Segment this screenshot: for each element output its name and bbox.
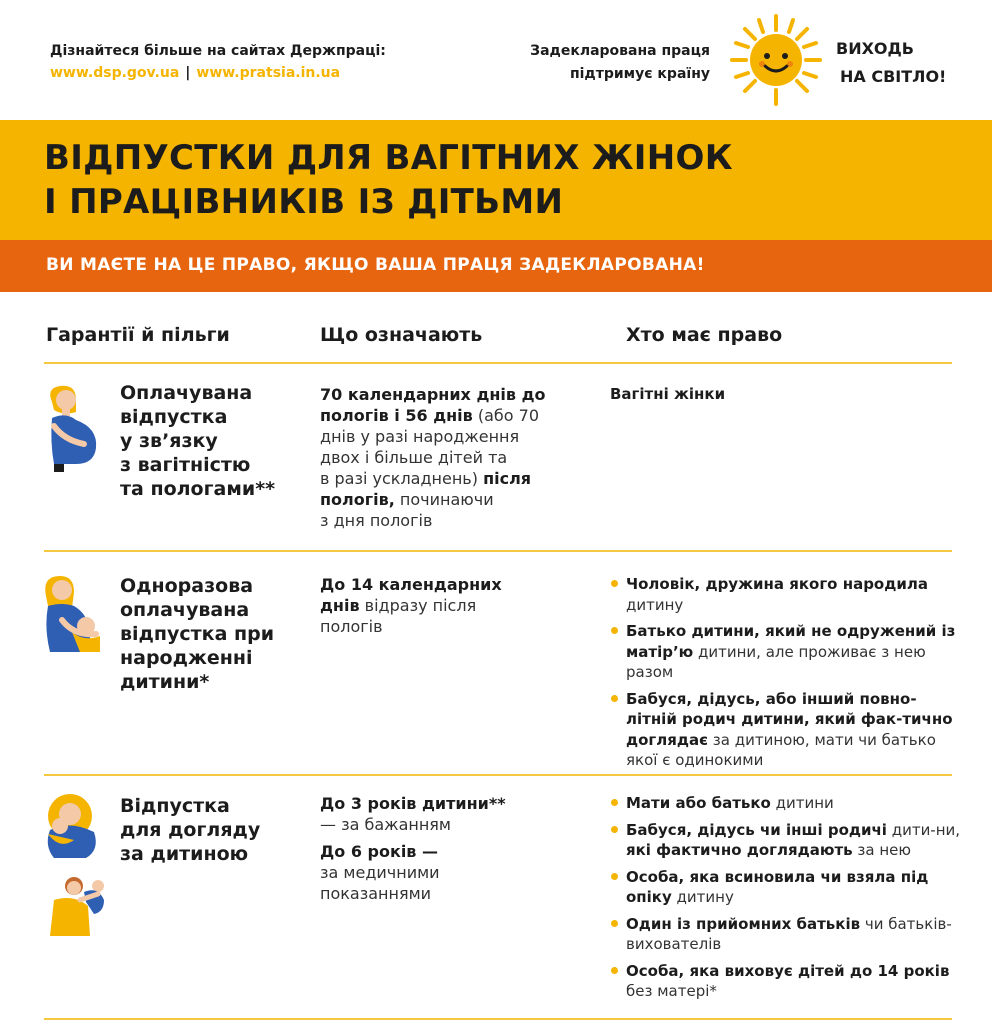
- meaning-text: з дня пологів: [320, 511, 433, 530]
- brand-line-1: ВИХОДЬ: [836, 39, 914, 58]
- guarantee-line: відпустка при: [120, 623, 275, 645]
- meaning-text: пологів: [320, 617, 383, 636]
- eligible-text: Чоловік, дружина якого народила: [626, 575, 928, 593]
- mother-with-baby-icon: [40, 572, 106, 654]
- divider: [44, 550, 952, 552]
- meaning-childcare-leave: [320, 793, 506, 910]
- divider: [44, 774, 952, 776]
- meaning-text: До 6 років —: [320, 842, 438, 861]
- meaning-text: До 14 календарних: [320, 575, 502, 594]
- divider: [44, 362, 952, 364]
- list-item: [610, 961, 962, 1002]
- eligible-text: дитину: [671, 888, 734, 906]
- divider: [44, 1018, 952, 1020]
- eligible-birth-leave: [610, 574, 960, 777]
- eligible-text: Особа, яка виховує дітей до 14 років: [626, 961, 950, 980]
- guarantee-maternity-leave: [120, 381, 275, 501]
- eligible-text: які фактично доглядають: [626, 841, 853, 859]
- link-separator: |: [185, 65, 191, 81]
- meaning-text: в разі ускладнень): [320, 469, 484, 488]
- meaning-birth-leave: [320, 574, 502, 637]
- meaning-text: за медичними: [320, 863, 440, 882]
- guarantee-line: для догляду: [120, 819, 261, 841]
- column-header-guarantees: Гарантії й пільги: [46, 324, 230, 346]
- slogan-line-2: підтримує країну: [569, 66, 710, 82]
- parent-child-icon: [40, 790, 110, 940]
- meaning-text: починаючи: [394, 490, 494, 509]
- eligible-text: Мати або батько: [626, 794, 771, 812]
- title-line-2: І ПРАЦІВНИКІВ ІЗ ДІТЬМИ: [44, 182, 564, 222]
- guarantee-line: Відпустка: [120, 795, 230, 817]
- guarantee-line: дитини*: [120, 671, 210, 693]
- title-line-1: ВІДПУСТКИ ДЛЯ ВАГІТНИХ ЖІНОК: [44, 138, 733, 178]
- meaning-text: пологів,: [320, 490, 395, 509]
- eligible-maternity-leave: [610, 384, 725, 405]
- meaning-text: — за бажанням: [320, 815, 451, 834]
- link-pratsia[interactable]: www.pratsia.in.ua: [196, 65, 341, 81]
- guarantee-line: та пологами**: [120, 478, 276, 500]
- guarantee-line: за дитиною: [120, 843, 249, 865]
- guarantee-line: у зв’язку: [120, 430, 218, 452]
- eligible-text: дити-ни,: [886, 820, 961, 839]
- title-band: [0, 120, 992, 240]
- meaning-text: пологів і 56 днів: [320, 406, 473, 425]
- guarantee-birth-leave: [120, 574, 274, 694]
- eligible-childcare-leave: [610, 793, 962, 1008]
- sun-mascot-icon: [728, 12, 824, 108]
- column-header-meaning: Що означають: [320, 324, 483, 346]
- eligible-text: дитини, але проживає з нею разом: [626, 642, 926, 681]
- meaning-text: відразу після: [359, 596, 477, 615]
- eligible-text: за дитиною, мати чи батько якої є одинокими: [626, 730, 936, 769]
- eligible-text: дитину: [626, 595, 684, 614]
- meaning-text: (або 70: [472, 406, 540, 425]
- subtitle: ВИ МАЄТЕ НА ЦЕ ПРАВО, ЯКЩО ВАША ПРАЦЯ ЗАДЕКЛАРОВАНА!: [46, 255, 705, 275]
- eligible-text: дитини: [770, 794, 834, 812]
- eligible-text: Один із прийомних батьків: [626, 914, 861, 933]
- meaning-text: До 3 років дитини**: [320, 794, 506, 813]
- guarantee-line: Оплачувана: [120, 382, 253, 404]
- guarantee-childcare-leave: [120, 794, 260, 866]
- meaning-text: днів: [320, 596, 360, 615]
- meaning-text: після: [483, 469, 532, 488]
- page-title: [44, 136, 733, 224]
- list-item: [610, 793, 962, 814]
- column-header-eligible: Хто має право: [626, 324, 783, 346]
- brand-line-2: НА СВІТЛО!: [840, 67, 947, 86]
- eligible-text: Батько дитини, який не одружений із матір’ю: [626, 622, 956, 661]
- eligible-text: без матері*: [626, 982, 717, 1000]
- eligible-text: Бабуся, дідусь чи інші родичі: [626, 820, 887, 839]
- guarantee-line: з вагітністю: [120, 454, 251, 476]
- list-item: [610, 689, 960, 771]
- pregnant-woman-icon: [40, 382, 106, 474]
- guarantee-line: відпустка: [120, 406, 228, 428]
- subtitle-band: [0, 240, 992, 292]
- eligible-text: Бабуся, дідусь, або інший повно-літній родич дитини, який фак-тично доглядає: [626, 689, 953, 749]
- top-header: [0, 0, 992, 120]
- slogan-line-1: Задекларована праця: [530, 43, 710, 59]
- eligible-text: за нею: [852, 841, 912, 859]
- brand-slogan: [836, 35, 946, 91]
- eligible-text: Особа, яка всиновила чи взяла під опіку: [626, 867, 929, 906]
- guarantee-line: оплачувана: [120, 599, 250, 621]
- slogan: [470, 40, 710, 86]
- meaning-text: показаннями: [320, 884, 432, 903]
- learn-more-block: [50, 40, 386, 84]
- meaning-text: днів у разі народження: [320, 427, 520, 446]
- list-item: [610, 621, 960, 683]
- meaning-text: 70 календарних днів до: [320, 385, 546, 404]
- list-item: [610, 574, 960, 615]
- link-dsp[interactable]: www.dsp.gov.ua: [50, 65, 180, 81]
- guarantee-line: народженні: [120, 647, 253, 669]
- list-item: [610, 914, 962, 955]
- learn-more-text: Дізнайтеся більше на сайтах Держпраці:: [50, 43, 386, 59]
- guarantee-line: Одноразова: [120, 575, 254, 597]
- meaning-maternity-leave: [320, 384, 546, 531]
- list-item: [610, 867, 962, 908]
- meaning-text: двох і більше дітей та: [320, 448, 508, 467]
- eligible-text: чи батьків-вихователів: [626, 914, 952, 953]
- list-item: [610, 820, 962, 861]
- eligible-text: Вагітні жінки: [610, 385, 726, 403]
